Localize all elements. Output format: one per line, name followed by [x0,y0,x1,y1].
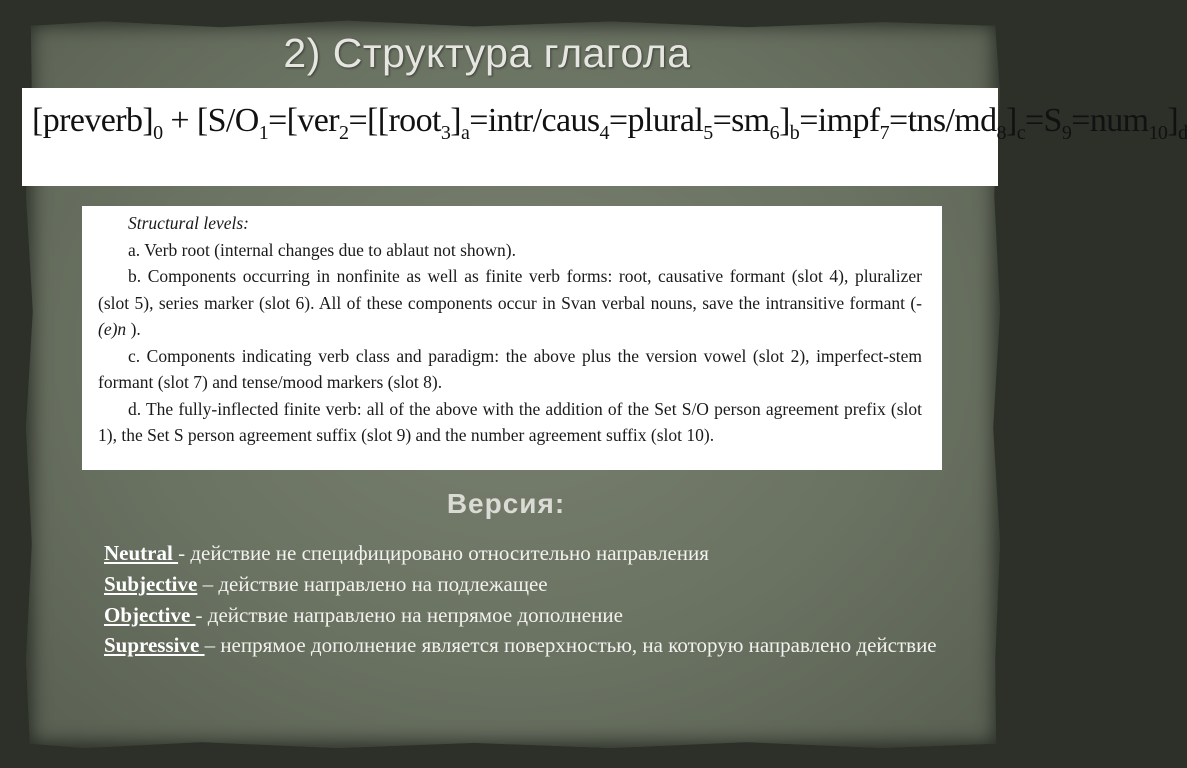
definition-objective: Objective - действие направлено на непрямое дополнение [104,602,623,627]
level-d: d. The fully-inflected finite verb: all of the above with the addition of the Set S/O person agreement prefix (slot 1), the Set S person agreement suffix (slot 9) and the number agreement suffix (slot 10). [98,398,922,445]
structural-levels-image [82,206,942,470]
slide-title: 2) Структура глагола [283,30,691,76]
term-subjective: Subjective [104,571,198,596]
version-definitions [104,538,944,661]
formula-image [22,88,1187,186]
verb-structure-formula: $[preverb]_0$ + $[S/O_1=[ver_2=[[root_3]_a=intr/caus_4=plural_5=sm_6]_b=impf_7=tns/md_8]_c=S_9=num_{10}]_d$ [32,102,1187,144]
term-objective: Objective [104,602,196,627]
term-neutral: Neutral [104,541,179,565]
level-c: c. Components indicating verb class and paradigm: the above plus the version vowel (slot 2), imperfect-stem formant (slot 7) and tense/mood markers (slot 8). [98,345,922,392]
definition-neutral: Neutral - действие не специфицировано относительно направления [104,541,709,565]
level-b: b. Components occurring in nonfinite as well as finite verb forms: root, causative formant (slot 4), pluralizer (slot 5), series marker (slot 6). All of these components occur in Svan verbal nouns, save the intransitive formant (-(e)n ). [98,266,922,339]
level-a: a. Verb root (internal changes due to ablaut not shown). [128,239,516,260]
intransitive-formant: -(e)n [98,292,922,339]
term-supressive: Supressive [104,633,205,658]
version-heading: Версия: [446,488,566,519]
definition-subjective: Subjective – действие направлено на подлежащее [104,571,548,596]
structural-levels-heading: Structural levels: [128,213,250,233]
definition-supressive: Supressive – непрямое дополнение является поверхностью, на которую направлено действие [104,633,937,658]
